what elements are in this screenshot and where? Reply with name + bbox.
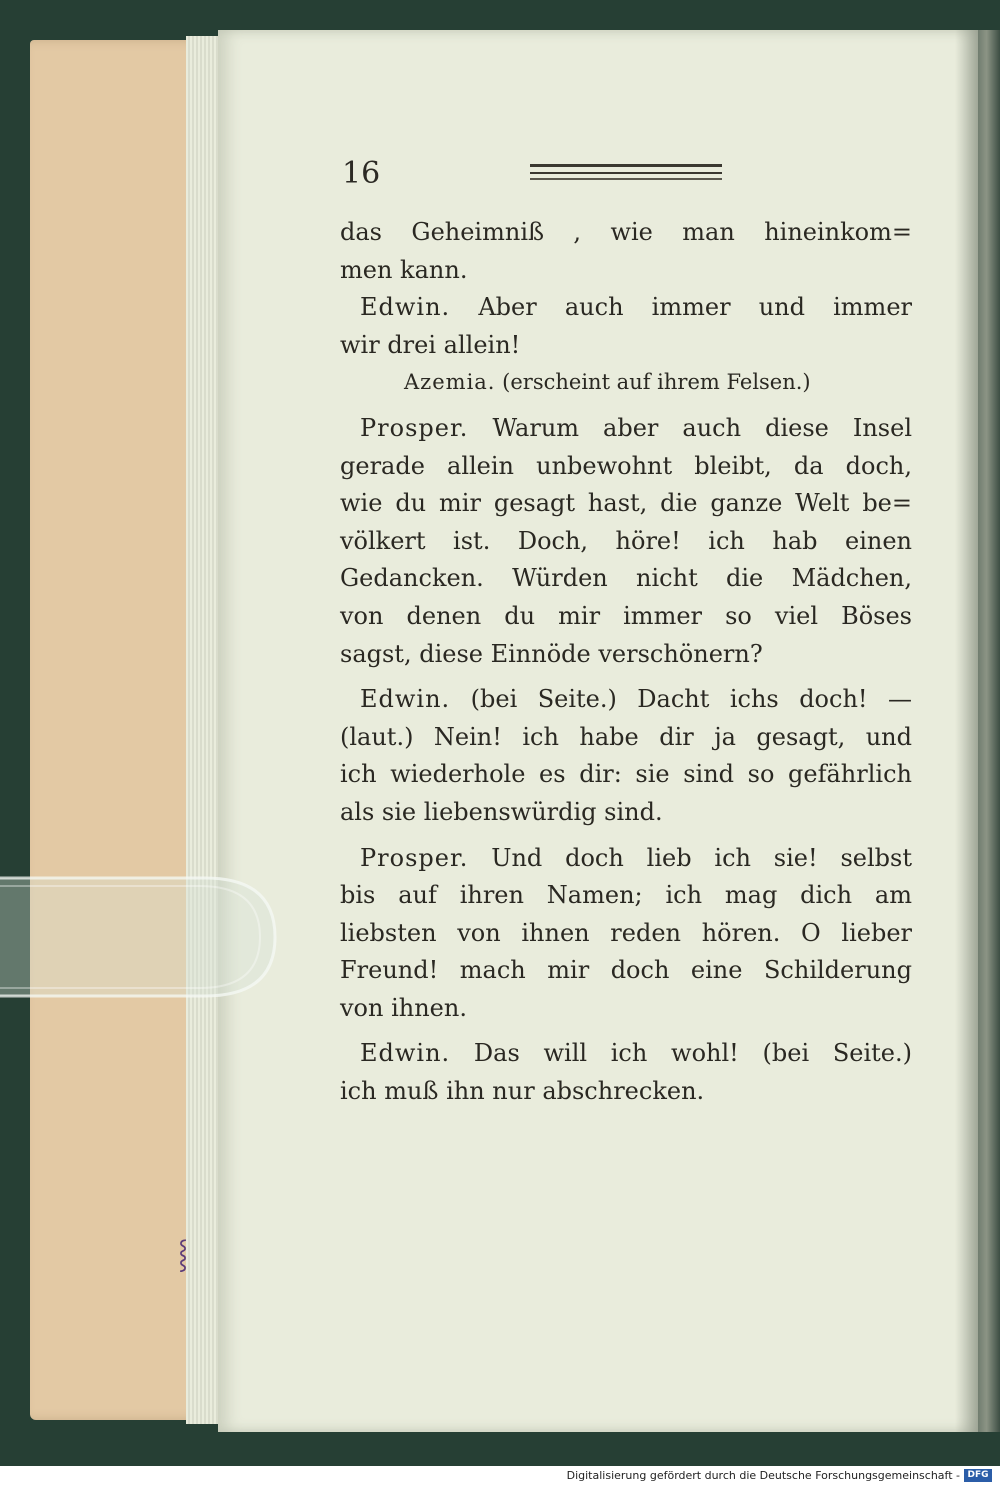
text-line: ich muß ihn nur abschrecken. — [340, 1077, 705, 1106]
dialogue-line — [340, 840, 912, 878]
dialogue-line — [340, 681, 912, 719]
speaker-name: Prosper. — [360, 413, 469, 442]
funding-credit: Digitalisierung gefördert durch die Deutsche Forschungsgemeinschaft - — [566, 1469, 960, 1482]
text-line: liebsten von ihnen reden hören. O lieber — [340, 918, 912, 947]
dialogue-line — [340, 1035, 912, 1073]
text-line: das Geheimniß , wie man hineinkom= — [340, 218, 912, 246]
text-line: Gedancken. Würden nicht die Mädchen, — [340, 564, 912, 593]
stage-direction: (erscheint auf ihrem Felsen.) — [502, 370, 811, 395]
speaker-name: Edwin. — [360, 685, 451, 714]
page-text — [340, 214, 912, 1111]
dialogue-text: (bei Seite.) Dacht ichs doch! — — [470, 685, 912, 714]
text-line: bis auf ihren Namen; ich mag dich am — [340, 881, 912, 910]
text-line: gerade allein unbewohnt bleibt, da doch, — [340, 451, 912, 480]
text-line: ich wiederhole es dir: sie sind so gefährlich — [340, 760, 912, 789]
text-line: völkert ist. Doch, höre! ich hab einen — [340, 526, 912, 555]
text-line: von ihnen. — [340, 993, 467, 1022]
text-line: sagst, diese Einnöde verschönern? — [340, 639, 763, 668]
text-line: men kann. — [340, 255, 468, 284]
speaker-name: Azemia. — [404, 370, 496, 395]
dialogue-text: Das will ich wohl! (bei Seite.) — [473, 1039, 912, 1068]
text-line: (laut.) Nein! ich habe dir ja gesagt, und — [340, 722, 912, 751]
transparent-bookmark — [0, 872, 280, 1002]
header-rule — [530, 164, 722, 182]
page-number: 16 — [342, 156, 381, 191]
text-line: Freund! mach mir doch eine Schilderung — [340, 956, 912, 985]
speaker-name: Edwin. — [360, 1039, 451, 1068]
dialogue-line — [340, 410, 912, 448]
dialogue-text: Aber auch immer und immer — [478, 293, 912, 322]
dialogue-text: Und doch lieb ich sie! selbst — [491, 843, 912, 872]
speaker-name: Edwin. — [360, 293, 451, 322]
stage-direction-line — [340, 364, 912, 402]
speaker-name: Prosper. — [360, 843, 469, 872]
digitization-footer — [0, 1466, 1000, 1486]
text-line: wir drei allein! — [340, 330, 521, 359]
text-line: wie du mir gesagt hast, die ganze Welt be= — [340, 489, 912, 518]
dfg-logo: DFG — [964, 1469, 992, 1482]
page-gutter-shadow — [955, 30, 1000, 1432]
text-line: von denen du mir immer so viel Böses — [340, 601, 912, 630]
text-line: als sie liebenswürdig sind. — [340, 797, 663, 826]
dialogue-line — [340, 289, 912, 327]
ink-mark: ⸾ — [178, 1237, 189, 1270]
dialogue-text: Warum aber auch diese Insel — [492, 413, 913, 442]
